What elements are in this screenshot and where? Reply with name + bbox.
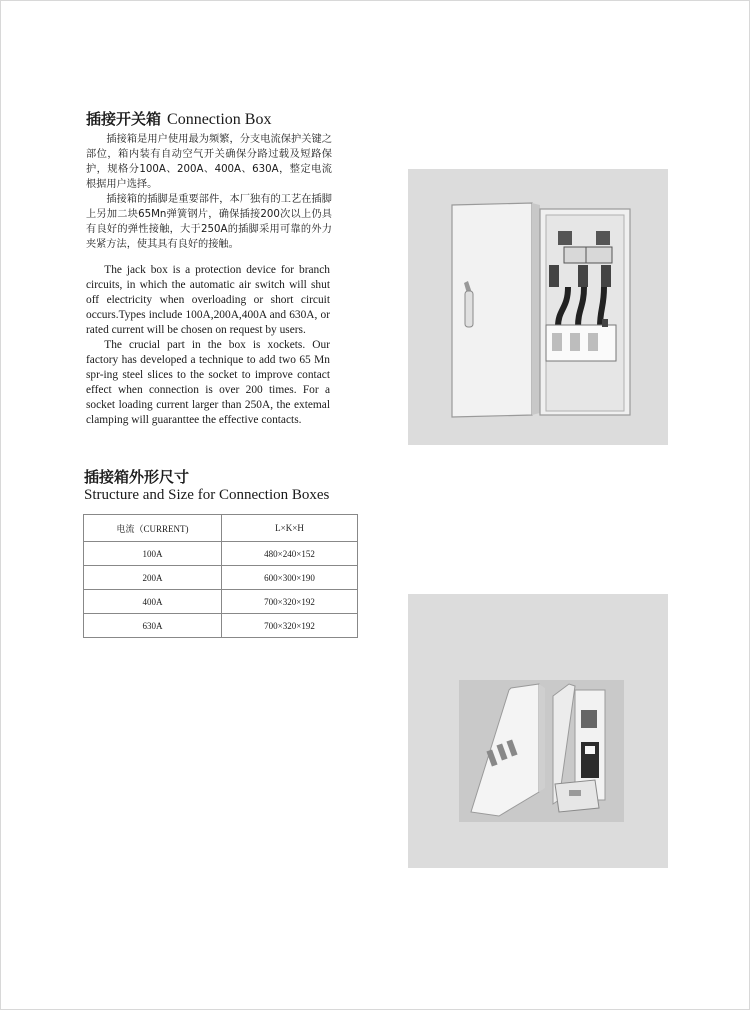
english-description: [86, 263, 330, 428]
section-title-en: Connection Box: [167, 111, 272, 128]
paragraph-en-2: The crucial part in the box is xockets. Our factory has developed a technique to add two 65 Mn spr-ing steel slices to the socket to improve contact effect when connection is over 200 times. For a socket loading current larger than 250A, the extemal clamping will guaranttee the effective contacts.: [86, 339, 330, 426]
table-row: [84, 542, 358, 566]
dimensions-title-en: Structure and Size for Connection Boxes: [84, 487, 330, 503]
chinese-description: [86, 132, 332, 252]
dimensions-title-zh: 插接箱外形尺寸: [84, 468, 190, 486]
cell-size: 700×320×192: [222, 590, 358, 614]
cell-size: 600×300×190: [222, 566, 358, 590]
cell-current: 630A: [84, 614, 222, 638]
connection-box-illustration: [408, 169, 668, 445]
connection-boxes-illustration: [459, 680, 624, 822]
dimensions-table: [83, 514, 358, 638]
connection-boxes-photo: [408, 594, 668, 868]
cell-size: 480×240×152: [222, 542, 358, 566]
table-row: [84, 614, 358, 638]
cell-current: 200A: [84, 566, 222, 590]
paragraph-zh-1: 插接箱是用户使用最为频繁，分支电流保护关键之部位，箱内装有自动空气开关确保分路过载及短路保护，规格分100A、200A、400A、630A，整定电流根据用户选择。: [86, 134, 332, 190]
table-row: [84, 566, 358, 590]
connection-boxes-inner: [459, 680, 624, 822]
section-title-zh: 插接开关箱: [86, 110, 162, 128]
cell-size: 700×320×192: [222, 614, 358, 638]
table-row: [84, 590, 358, 614]
section-title: [86, 108, 271, 129]
cell-current: 400A: [84, 590, 222, 614]
header-current: 电流（CURRENT): [84, 515, 222, 542]
paragraph-zh-2: 插接箱的插脚是重要部件，本厂独有的工艺在插脚上另加二块65Mn弹簧钢片，确保插接200次以上仍具有良好的弹性接触，大于250A的插脚采用可靠的外力夹紧方法，使其具有良好的接触。: [86, 194, 332, 250]
header-size: L×K×H: [222, 515, 358, 542]
dimensions-heading: [84, 466, 329, 504]
table-header-row: [84, 515, 358, 542]
paragraph-en-1: The jack box is a protection device for branch circuits, in which the automatic air switch will shut off electricity when overloading or short circuit occurs.Types include 100A,200A,400A and 630A, or rated current will be chosen on request by users.: [86, 264, 330, 336]
connection-box-photo: [408, 169, 668, 445]
cell-current: 100A: [84, 542, 222, 566]
